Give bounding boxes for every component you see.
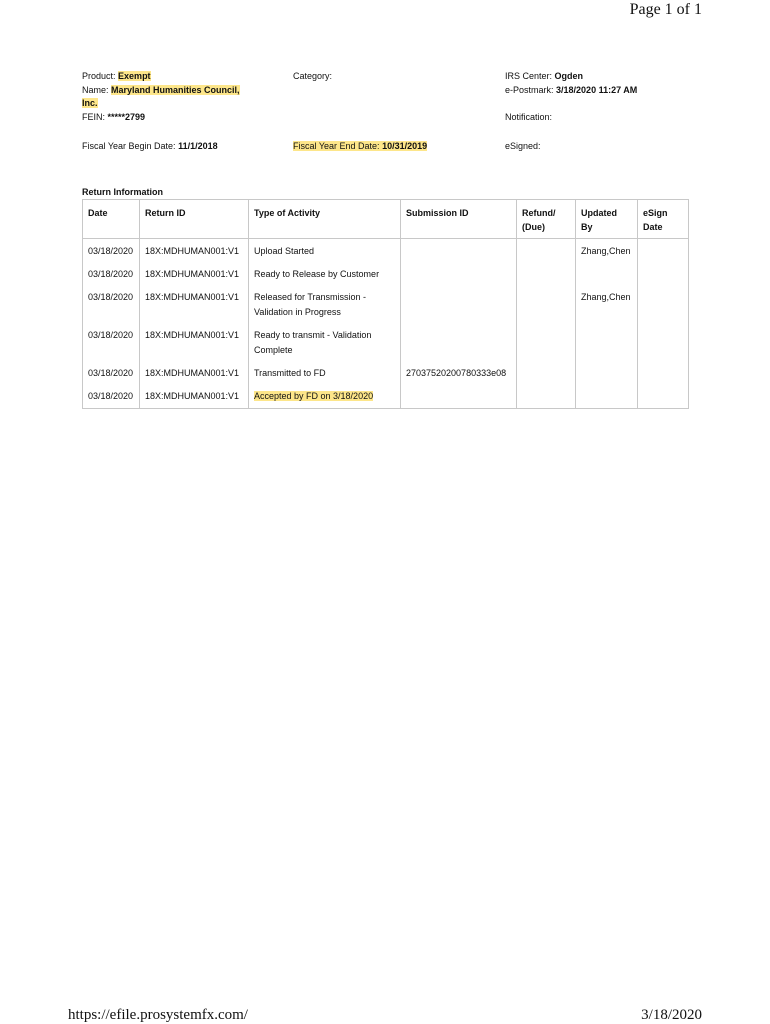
cell-esign-date	[638, 385, 689, 409]
product-value: Exempt	[118, 71, 151, 81]
epostmark-label: e-Postmark:	[505, 85, 554, 95]
cell-updated-by: Zhang,Chen	[576, 286, 638, 324]
col-activity: Type of Activity	[249, 200, 401, 239]
cell-activity: Ready to transmit - Validation Complete	[249, 324, 401, 362]
fein-field	[82, 111, 145, 124]
epostmark-value: 3/18/2020 11:27 AM	[556, 85, 638, 95]
cell-return-id: 18X:MDHUMAN001:V1	[140, 286, 249, 324]
cell-submission-id	[401, 385, 517, 409]
col-submission-id: Submission ID	[401, 200, 517, 239]
cell-esign-date	[638, 324, 689, 362]
table-header-row	[83, 200, 689, 239]
esigned-field	[505, 140, 541, 153]
cell-esign-date	[638, 286, 689, 324]
name-field	[82, 84, 240, 110]
cell-updated-by: Zhang,Chen	[576, 239, 638, 264]
table-row	[83, 362, 689, 385]
fy-begin-value: 11/1/2018	[178, 141, 218, 151]
cell-refund	[517, 239, 576, 264]
cell-updated-by	[576, 362, 638, 385]
cell-refund	[517, 385, 576, 409]
category-field	[293, 70, 332, 83]
cell-activity: Upload Started	[249, 239, 401, 264]
return-info-title: Return Information	[82, 187, 163, 197]
col-updated-by: Updated By	[576, 200, 638, 239]
category-label: Category:	[293, 71, 333, 81]
accepted-highlight: Accepted by FD on 3/18/2020	[254, 391, 374, 401]
col-date: Date	[83, 200, 140, 239]
fy-end-label: Fiscal Year End Date:	[293, 141, 380, 151]
name-label: Name:	[82, 85, 109, 95]
footer-date: 3/18/2020	[641, 1007, 702, 1023]
cell-date: 03/18/2020	[83, 286, 140, 324]
table-row	[83, 286, 689, 324]
fein-label: FEIN:	[82, 112, 106, 122]
cell-return-id: 18X:MDHUMAN001:V1	[140, 239, 249, 264]
cell-refund	[517, 286, 576, 324]
fy-end-field	[293, 140, 427, 153]
cell-submission-id	[401, 324, 517, 362]
fy-begin-field	[82, 140, 218, 153]
cell-return-id: 18X:MDHUMAN001:V1	[140, 263, 249, 286]
cell-submission-id: 27037520200780333e08	[401, 362, 517, 385]
cell-esign-date	[638, 263, 689, 286]
cell-updated-by	[576, 385, 638, 409]
cell-return-id: 18X:MDHUMAN001:V1	[140, 362, 249, 385]
cell-updated-by	[576, 263, 638, 286]
cell-esign-date	[638, 362, 689, 385]
fy-end-value: 10/31/2019	[380, 141, 428, 151]
cell-submission-id	[401, 263, 517, 286]
product-label: Product:	[82, 71, 116, 81]
col-esign-date: eSign Date	[638, 200, 689, 239]
cell-date: 03/18/2020	[83, 385, 140, 409]
name-value-line1: Maryland Humanities Council,	[111, 85, 240, 95]
irs-center-value: Ogden	[554, 71, 584, 81]
cell-refund	[517, 324, 576, 362]
cell-refund	[517, 263, 576, 286]
cell-date: 03/18/2020	[83, 324, 140, 362]
cell-activity	[249, 385, 401, 409]
cell-date: 03/18/2020	[83, 239, 140, 264]
product-field	[82, 70, 151, 83]
cell-updated-by	[576, 324, 638, 362]
fein-value: *****2799	[107, 112, 146, 122]
cell-date: 03/18/2020	[83, 362, 140, 385]
cell-esign-date	[638, 239, 689, 264]
fy-begin-label: Fiscal Year Begin Date:	[82, 141, 176, 151]
cell-submission-id	[401, 239, 517, 264]
cell-activity: Ready to Release by Customer	[249, 263, 401, 286]
table-row	[83, 324, 689, 362]
cell-return-id: 18X:MDHUMAN001:V1	[140, 324, 249, 362]
notification-field	[505, 111, 552, 124]
name-value-line2: Inc.	[82, 98, 98, 108]
table-row	[83, 239, 689, 264]
cell-activity: Released for Transmission - Validation in Progress	[249, 286, 401, 324]
cell-activity: Transmitted to FD	[249, 362, 401, 385]
cell-return-id: 18X:MDHUMAN001:V1	[140, 385, 249, 409]
notification-label: Notification:	[505, 112, 553, 122]
cell-refund	[517, 362, 576, 385]
table-row	[83, 385, 689, 409]
return-info-table	[82, 199, 689, 409]
esigned-label: eSigned:	[505, 141, 541, 151]
irs-center-field	[505, 70, 583, 83]
footer-url-link[interactable]: https://efile.prosystemfx.com/	[68, 1007, 248, 1023]
epostmark-field	[505, 84, 637, 97]
cell-submission-id	[401, 286, 517, 324]
cell-date: 03/18/2020	[83, 263, 140, 286]
table-row	[83, 263, 689, 286]
col-refund: Refund/ (Due)	[517, 200, 576, 239]
irs-center-label: IRS Center:	[505, 71, 553, 81]
col-return-id: Return ID	[140, 200, 249, 239]
page-number: Page 1 of 1	[629, 1, 702, 18]
